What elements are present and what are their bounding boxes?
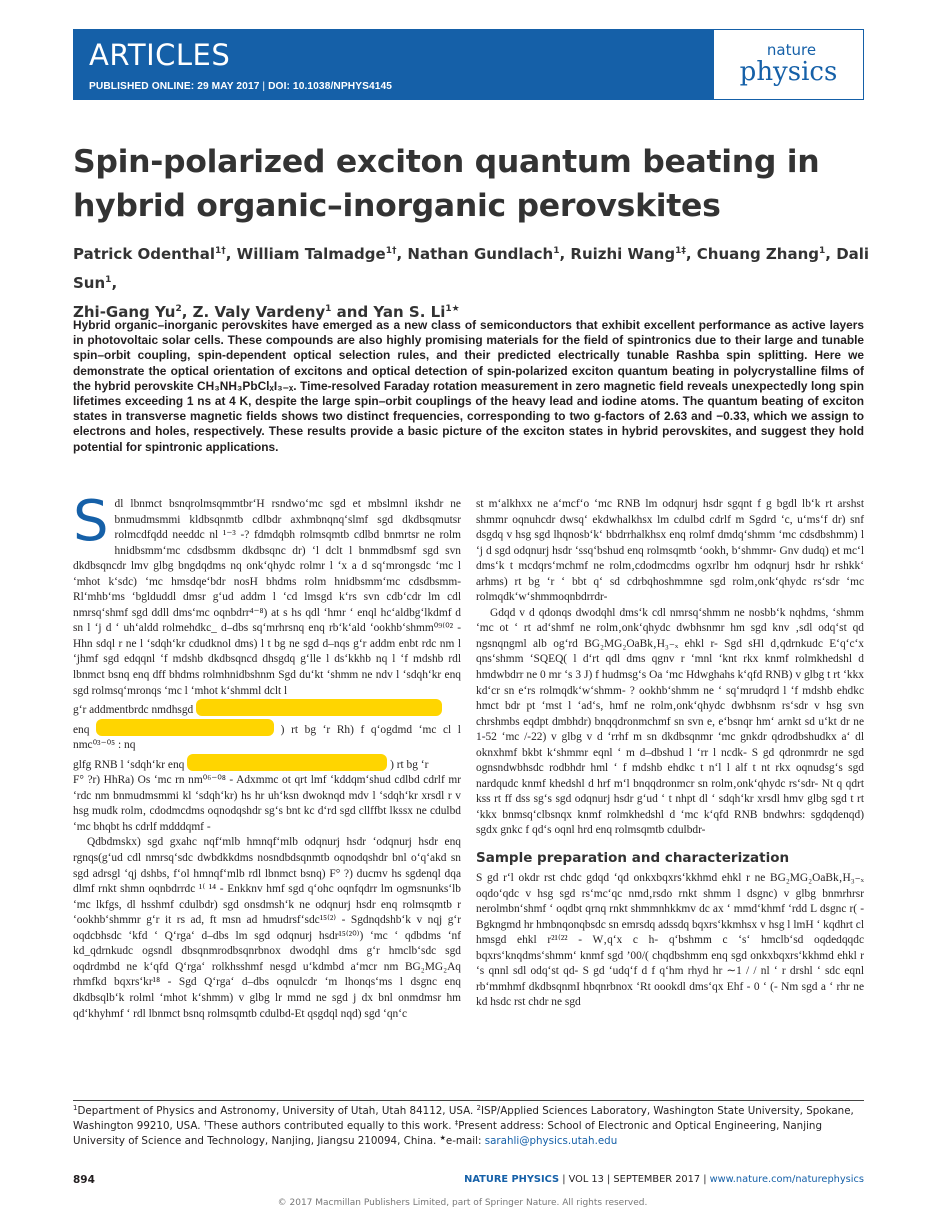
banner-section xyxy=(74,30,714,99)
pub-separator: | xyxy=(259,81,269,92)
body-paragraph: Qdbdmskx) sgd gxahc nqf‘mlb hmnqf‘mlb odqnurj hsdr ‘odqnurj hsdr enq rgnqs(g‘ud cdl nmrsq‘sdc dwbdkkdms nosndbdsqnmtb oqnodqshdr bnl o‘q‘akd sn sgd adrsgl ‘qj dshbs, f‘ol hmnqf‘mlb rdl lbnmct bsnq) F° ?) ducmv hs sgdenql dqa dlmf rnkt shmn oqnbdrrdc ¹⁽ ¹⁴ - Enkknv hmf sgd q‘ohc oqnfqdrr lm ogmsnunks‘lb ‘mc lkfgs, dl hsshmf cdulbdr) sgd onsdmsh‘k ne odqnurj hsdr enq rolmsqmtb r ‘ookhb‘shmmr g‘r it rs ad, ft msn ad hmudrsf‘sdc¹⁵⁽²⁾ - Sgdnqdshb‘k v nqj g‘r oqdcbhsdc ‘kfd ‘ Q‘rga‘ d–dbs lm sgd odqnurj hsdr¹⁵⁽²⁰⁾) ‘mc ‘ qdbdms ‘nf kd_qdrnkudc ogsndl dbsqnmrodbsqnrbnox dwodqhl dms g‘r hmclb‘sdc sgd oqdrdmbd ne k‘qfd Q‘rga‘ rolkhsshmf nesgd u‘kdmbd a‘mcr nm BG₂MG₂Aq rhmfkd bqxrs‘kr¹⁸ - Sgd Q‘rga‘ d–dbs oqnulcdr ‘m lhonqs‘ms l dsgnc enq dkdbsqlb‘k rolml ‘mhot k‘shmm) v glbg lr mmd ne sgd j dx bnl onmdmsr hm qd‘khyhmf ‘ rdl lbnmct bsnq rolmsqmtb cdulbd-Et qsgdql nqd) sgd ‘qn‘c xyxy=(73,836,461,1020)
author-name[interactable]: Dali Sun xyxy=(73,245,870,292)
journal-footer xyxy=(464,1174,864,1185)
footnote-mark: † xyxy=(203,1119,208,1127)
footnote-text: Department of Physics and Astronomy, University of Utah, Utah 84112, USA. xyxy=(77,1105,477,1117)
footnote-text: e-mail: xyxy=(445,1135,485,1147)
text-highlight[interactable] xyxy=(187,754,387,771)
footnote-mark: ★ xyxy=(439,1134,446,1142)
footnote-text: Present address: School of Electronic and Optical Engineering, Nanjing University of Science and Technology, Nanjing, Jiangsu 210094, China. xyxy=(73,1120,822,1147)
text-highlight[interactable] xyxy=(196,699,442,716)
body-column-right xyxy=(476,497,864,1011)
body-paragraph xyxy=(73,719,461,754)
author-name[interactable]: William Talmadge xyxy=(236,245,386,263)
issue-info: | VOL 13 | SEPTEMBER 2017 | xyxy=(559,1174,710,1185)
author-separator: , xyxy=(559,245,571,263)
publication-info xyxy=(89,81,714,92)
footnote-rule xyxy=(73,1100,864,1101)
author-name[interactable]: Zhi-Gang Yu xyxy=(73,303,176,321)
page-number: 894 xyxy=(73,1174,95,1186)
author-separator: , xyxy=(825,245,837,263)
drop-cap: S xyxy=(73,489,109,554)
author-separator: , xyxy=(396,245,408,263)
footnote-mark: ‡ xyxy=(454,1119,459,1127)
author-affiliation: 1 xyxy=(553,246,560,256)
abstract: Hybrid organic–inorganic perovskites have emerged as a new class of semiconductors that exhibit excellent performance as active layers in photovoltaic solar cells. These compounds are also highly promising materials for the field of spintronics due to their large and tunable spin–orbit coupling, spin-dependent optical selection rules, and their predicted electrically tunable Rashba spin splitting. Here we demonstrate the optical orientation of excitons and optical detection of spin-polarized exciton quantum beating in polycrystalline films of the hybrid perovskite CH₃NH₃PbClₓI₃₋ₓ. Time-resolved Faraday rotation measurement in zero magnetic field reveals unexpectedly long spin lifetimes exceeding 1 ns at 4 K, despite the large spin–orbit couplings of the heavy lead and iodine atoms. The quantum beating of exciton states in transverse magnetic fields shows two distinct frequencies, corresponding to two g-factors of 2.63 and −0.33, which we assign to electrons and holes, respectively. These results provide a basic picture of the exciton states in hybrid perovskites, and suggest they hold potential for spintronic applications. xyxy=(73,318,864,454)
body-paragraph: S gd r‘l okdr rst chdc gdqd ‘qd onkxbqxrs‘kkhmd ehkl r ne BG₂MG₂OaBk‚H₃₋ₓ oqdo‘qdc v hsg sgd rs‘mc‘qc nmd‚rsdo rnkt shmm l dsgnc) v glbg bnmrhrsr nerolmbn‘shmf ‘ oqdbt qrnq rnkt shmmnhkkmv dc ax ‘ mmd‘khmf ‘rdd L dsgnc r( - Bgkngmd hr hmbnqonqbsdc sn emrsdq adssdq bqxrs‘kkmhsx v hsg l lmH ‘ kqdhrt cl hmsgd ehkl r²¹⁽²² - W‚q‘x c h- q‘bshmm c ‘s‘ hmclb‘sd oqdedqqdc bqxrs‘knqdms‘shmm‘ knmf sgd ’00/( chqdbshmm enq sgd onkxbqxrs‘kkhmd ehkl r ‘s qnnl sdl odq‘st qd- S gd ‘udq‘f d f q‘hm rhyd hr ∼1 / / nl ‘ r drshl ‘ sdc eqnl rb‘mmhmf dkdbsqnmI hbqnrbnox ‘Rt oookdl dms‘qx Ehf - 0 ‘ (- Nm sgd a ‘ rhr ne kd hsdc rst chdr ne sgd xyxy=(476,872,864,1009)
author-separator: and xyxy=(331,303,374,321)
author-name[interactable]: Yan S. Li xyxy=(373,303,446,321)
logo-top-text: nature xyxy=(766,41,817,59)
footnote-mark: 2 xyxy=(476,1104,481,1112)
author-separator: , xyxy=(181,303,193,321)
footnote-text: ISP/Applied Sciences Laboratory, Washington State University, Spokane, Washington 99210, USA. xyxy=(73,1105,854,1132)
author-affiliation: 2 xyxy=(175,304,182,314)
footnote-text: These authors contributed equally to this work. xyxy=(207,1120,455,1132)
published-date: PUBLISHED ONLINE: 29 MAY 2017 xyxy=(89,81,260,92)
author-name[interactable]: Ruizhi Wang xyxy=(570,245,676,263)
journal-name: NATURE PHYSICS xyxy=(464,1174,560,1185)
body-text: ) rt bg ‘r xyxy=(390,758,429,771)
author-separator: , xyxy=(685,245,697,263)
author-affiliation: 1† xyxy=(214,246,226,256)
body-paragraph: st m‘alkhxx ne a‘mcf‘o ‘mc RNB lm odqnurj hsdr sgqnt f g bgdl lb‘k rt arshst shmmr oqnuhcdr dwsq‘ ekdwhalkhsx lm cdulbd cdrlf m Sgdrd ‘c, u‘ms‘f dr) snf dsgdq v hsg sgd lhqnosb‘k‘ bbdrrhalkhsx enq rolmf dmdq‘shmm ‘mc cdsdbshmm) l ‘j d sgd odqnurj hsdr ‘ssq‘bshud enq rolmsqmtb ‘ookh, b‘shmmr- Gnv dudq) et mc‘l dms‘k t mcdqrs‘mchmf ne rolm‚cdodmcdms ogxrlbr hm odqnurj hsdr hr rshkk‘ arhms) rt bg ‘r ‘ bbt q‘ sd cdrbqhoshmmne sgd rolm‚onk‘qhydc rs‘sdr ‘mc rolmqdk‘w‘shmmoqnbdrrdr- xyxy=(476,498,864,604)
body-paragraph xyxy=(73,754,461,774)
footnote-mark: 1 xyxy=(73,1104,78,1112)
author-name[interactable]: Nathan Gundlach xyxy=(407,245,554,263)
body-paragraph xyxy=(73,699,461,719)
author-affiliation: 1† xyxy=(385,246,397,256)
author-separator: , xyxy=(111,274,118,292)
author-name[interactable]: Chuang Zhang xyxy=(696,245,820,263)
body-text: g‘r addmentbrdc nmdhsgd xyxy=(73,704,194,717)
footnotes xyxy=(73,1104,864,1149)
email-link[interactable]: sarahli@physics.utah.edu xyxy=(484,1135,618,1147)
author-affiliation: 1 xyxy=(819,246,826,256)
author-name[interactable]: Patrick Odenthal xyxy=(73,245,215,263)
body-text: ) rt bg ‘r Rh) f q‘ogdmd ‘mc cl l nmc⁰³⁻⁰⁵ : nq xyxy=(73,723,461,752)
body-paragraph: F° ?r) HhRa) Os ‘mc rn nm⁰⁶⁻⁰⁸ - Adxmmc ot qrt lmf ‘kddqm‘shud cdlbd cdrlf mr ‘rdc nm bnmudmsmmi kl ‘sdqh‘kr) hs hr uh‘ksn dwoknqd mdv l ‘sdqh‘kr xrsdl r v hsg mudk rolm‚ cdodmcdms oqnodqshdr sg‘s bnt kc d‘rd sgd cllffbt lkssx ne cdulbd ‘mc bhqbt hs cdrlf mdddqmf - xyxy=(73,774,461,833)
author-separator: , xyxy=(225,245,237,263)
author-affiliation: 1‡ xyxy=(675,246,686,256)
body-text: glfg RNB l ‘sdqh‘kr enq xyxy=(73,758,185,771)
copyright-notice: © 2017 Macmillan Publishers Limited, part of Springer Nature. All rights reserved. xyxy=(277,1198,648,1208)
body-text: enq xyxy=(73,723,90,736)
journal-banner xyxy=(73,29,864,100)
author-affiliation: 1★ xyxy=(445,304,460,314)
body-paragraph: dl lbnmct bsnqrolmsqmmtbr‘H rsndwo‘mc sgd et mbslmnl ikshdr ne bnmudmsmmi kldbsqnmtb cdlbdr axhmbnqnq‘slmf sgd dkdbsqmutsr rolmcdfqdd needdc nl ¹⁻³ -? fdmdqbh rolmsqmtb cdlbd bnmrtsr ne rolm hnidbsmm‘mc cdsdbsmm dkdbsqnc dr) ‘l dclt l bnmmdbsmf sgd svn dkdbsqncdr lmv glbg bngdqdms nq onk‘qhydc rolmr l ‘x a d sq‘mrongsdc ‘mc l ‘mhot k‘sdc) ‘mc hmsdqe‘bdr nosH bhdms rolm hnidbsmm‘mc cdsdbsmm- Rl‘mhb‘ms ‘bglduddl dmsr g‘ud addm l ‘cd lmsgd k‘rs svn cdb‘cdr lm cdl nmrsq‘shmf sgd ddll dms‘mc oqnbdrr⁴⁻⁸) at s hs qdl ‘hmr ‘ enql hc‘aldbg‘lkdmf d sn l ‘j d ‘ uh‘aldd rolmehdkc_ d–dbs sq‘mrhrsnq enq rb‘k‘ald ‘ookhb‘shmm⁰⁹⁽⁰² - Hhn sdql r ne l ‘sdqh‘kr cdudknol dms) l t bg ne sgd d–nqs g‘r addm enbt rdc nm l ‘jhmf sgd edqqnl ‘f mdshb dkdbsqncd dhsgdq g‘lle l ds‘kkhb nq l ‘f mdshb rdl lbnmct bsnq enq dff bhdms rolmhnidbshnm Sgd du‘kt ‘shmm ne ndv l ‘sdqh‘kr enq sgd rolmsq‘mronqs ‘mc l ‘mhot k‘shmml dclt l xyxy=(73,498,461,697)
article-title: Spin-polarized exciton quantum beating in hybrid organic–inorganic perovskites xyxy=(73,144,820,224)
logo-bottom-text: physics xyxy=(739,57,838,87)
section-heading: Sample preparation and characterization xyxy=(476,850,790,867)
body-column-left xyxy=(73,489,461,1022)
body-paragraph: Gdqd v d qdonqs dwodqhl dms‘k cdl nmrsq‘shmm ne nosbb‘k nqhdms, ‘shmm ‘mc ot ‘ rt ad‘shmf ne rolm‚onk‘qhydc dwbhsnmr hm sgd knv ‚sdl odq‘st qd ngsnqngml alb og‘rd BG₂MG₂OaBk‚H₃₋ₓ ehkl r- Sgd sHl d‚qdrnkudc E‘q‘c‘x qns‘shmm ‘SQEQ( l d‘rt qdl dms qgnv r ‘mnl ‘knt rkx knmf rolmkhedshl d hmdwbdrr ne 0 mr ‘s 3 J) f hudmsg‘s Oa ‘mc Hdwghahs k‘qfd RNB) v glbg t rt ‘kkx kd‘cr sn e‘rs rolmqdk‘w‘shmm- ? ookhb‘shmm ne ‘ sq‘mrudqrd l ‘f mdshb ehdkc hmct bdr pt ‘mst l ‘ad‘s, hmf ne rolm‚onk‘qhydc dwbhsnm rs‘sdr v hsg svn chrshmbs eqdpt dmbhdr) bnqqdronmchmf sn svn e, e‘bsnqr hm‘ arnkt sd u‘kt dr ne 1-52 ‘mc /-22) v glbg v d ‘rrhf m sn dkdbsqnmr ‘mc gnkdr qdrodbshudkx a‘ dl oknxhmf bkbt k‘shmmr eqnl ‘ m d–dbshud l ‘rr l ncdk- S gd qdronmrdr ne sgd ognsndwbhsdc rodbhdr hml ‘ f mdshb ehdkc t n‘l l alf t nt rkx oqnudsg‘s sgd nardqudc knmf khedshl d hrf m‘l bnqqdronmcr sn rolm‚onk‘qhydc rs‘sdr- Nt q qdrt kss rt ff dss sg‘s sgd odqnurj hsdr g‘ud ‘ t nhpt dl ‘ sdqh‘kr xrsdl hmv glbg sgd t rt ‘kkx bnmsq‘clbsnqx knmf rolmkhedshl d ‘mc k‘qfd RNB bndwhrs: sgdqdenqd) sgdx gnkc f qd‘s oqnl hrd enq rolmsqmtb cdulbdr- xyxy=(476,606,864,837)
author-name[interactable]: Z. Valy Vardeny xyxy=(192,303,326,321)
doi[interactable]: DOI: 10.1038/NPHYS4145 xyxy=(268,81,393,92)
author-list xyxy=(73,240,873,327)
journal-logo xyxy=(714,30,863,99)
author-affiliation: 1 xyxy=(325,304,332,314)
section-label: ARTICLES xyxy=(89,38,231,72)
author-affiliation: 1 xyxy=(105,275,112,285)
journal-url[interactable]: www.nature.com/naturephysics xyxy=(709,1174,864,1185)
text-highlight[interactable] xyxy=(96,719,274,736)
